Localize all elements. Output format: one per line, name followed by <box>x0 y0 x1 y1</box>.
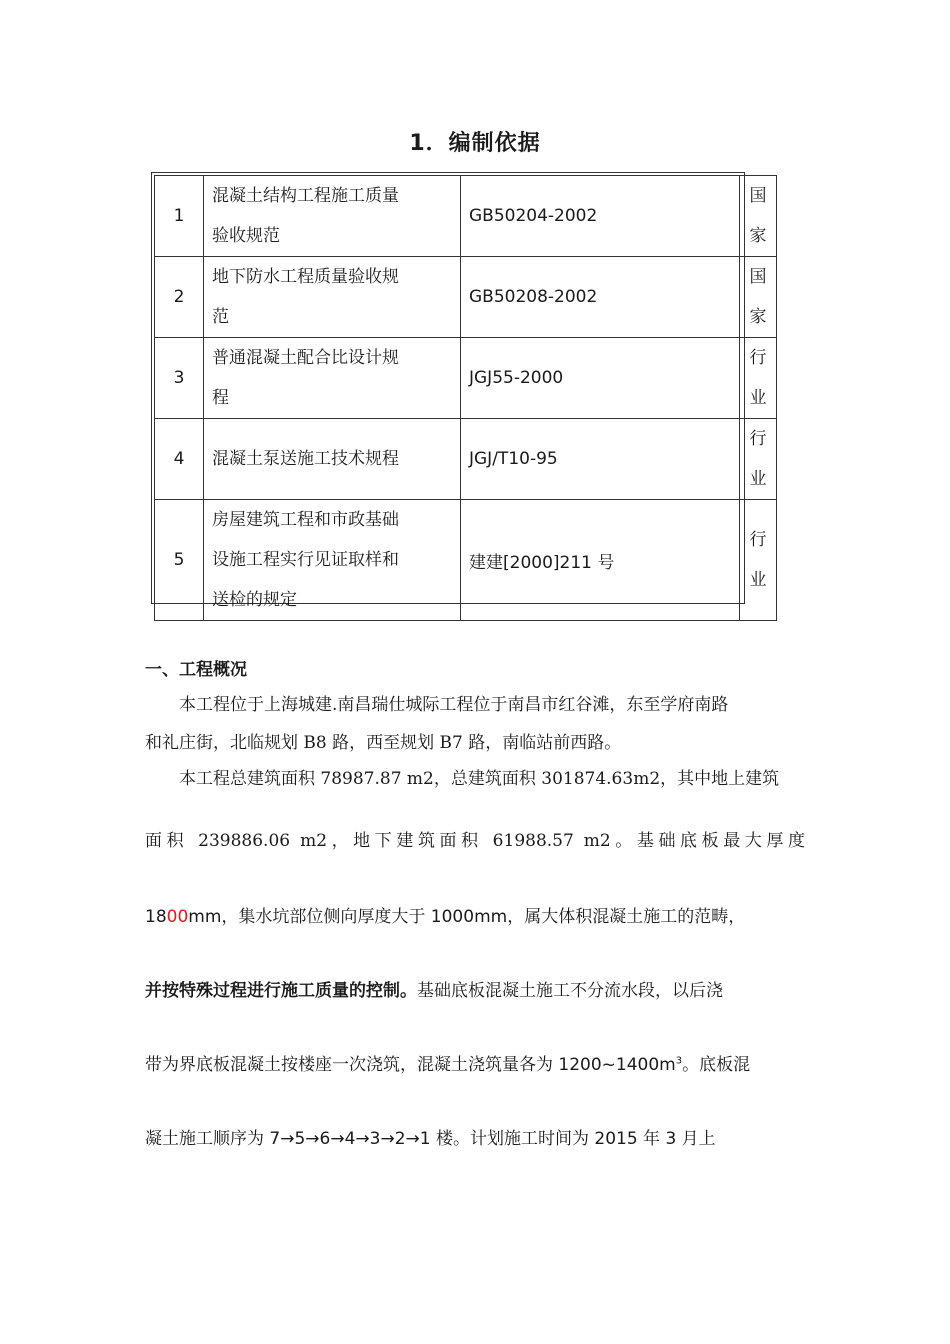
standard-level: 国 家 <box>740 257 777 338</box>
table-row <box>155 257 777 338</box>
section-heading: 一、工程概况 <box>145 660 247 680</box>
table-row <box>155 176 777 257</box>
paragraph-line: 和礼庄街，北临规划 B8 路，西至规划 B7 路，南临站前西路。 <box>145 733 622 753</box>
row-number: 4 <box>155 419 204 500</box>
paragraph-line: 本工程位于上海城建.南昌瑞仕城际工程位于南昌市红谷滩，东至学府南路 <box>179 695 729 715</box>
paragraph-line: 并按特殊过程进行施工质量的控制。基础底板混凝土施工不分流水段，以后浇 <box>145 981 723 1001</box>
standard-code: GB50204-2002 <box>461 176 740 257</box>
table-row <box>155 419 777 500</box>
reference-table <box>151 172 767 610</box>
paragraph-line: 带为界底板混凝土按楼座一次浇筑，混凝土浇筑量各为 $1200\sim 1400m^3$。底板混 <box>145 1055 751 1075</box>
standard-code: GB50208-2002 <box>461 257 740 338</box>
highlighted-digits: 00 <box>166 907 189 927</box>
row-number: 1 <box>155 176 204 257</box>
bold-text: 并按特殊过程进行施工质量的控制。 <box>145 981 417 1001</box>
standard-name: 普通混凝土配合比设计规 程 <box>204 338 461 419</box>
standard-level: 国 家 <box>740 176 777 257</box>
standard-name: 地下防水工程质量验收规 范 <box>204 257 461 338</box>
paragraph-line: 凝土施工顺序为 7→5→6→4→3→2→1 楼。计划施工时间为 2015 年 3 月上 <box>145 1129 716 1149</box>
row-number: 3 <box>155 338 204 419</box>
paragraph-line: 1800mm，集水坑部位侧向厚度大于 1000mm，属大体积混凝土施工的范畴， <box>145 907 746 927</box>
paragraph-line: 本工程总建筑面积 78987.87 m2，总建筑面积 301874.63m2，其中地上建筑 <box>179 769 780 789</box>
standard-level: 行 业 <box>740 500 777 621</box>
section-title: 1．编制依据 <box>409 131 541 156</box>
standard-level: 行 业 <box>740 338 777 419</box>
table-row <box>155 500 777 621</box>
standard-code: 建建[2000]211 号 <box>461 500 740 621</box>
row-number: 5 <box>155 500 204 621</box>
standard-name: 混凝土结构工程施工质量 验收规范 <box>204 176 461 257</box>
standard-level: 行 业 <box>740 419 777 500</box>
standard-code: JGJ/T10-95 <box>461 419 740 500</box>
standard-code: JGJ55-2000 <box>461 338 740 419</box>
standard-name: 房屋建筑工程和市政基础 设施工程实行见证取样和 送检的规定 <box>204 500 461 621</box>
standard-name: 混凝土泵送施工技术规程 <box>204 419 461 500</box>
row-number: 2 <box>155 257 204 338</box>
paragraph-line: 面积 239886.06 m2，地下建筑面积 61988.57 m2。基础底板最大厚度 <box>145 831 805 851</box>
table-row <box>155 338 777 419</box>
